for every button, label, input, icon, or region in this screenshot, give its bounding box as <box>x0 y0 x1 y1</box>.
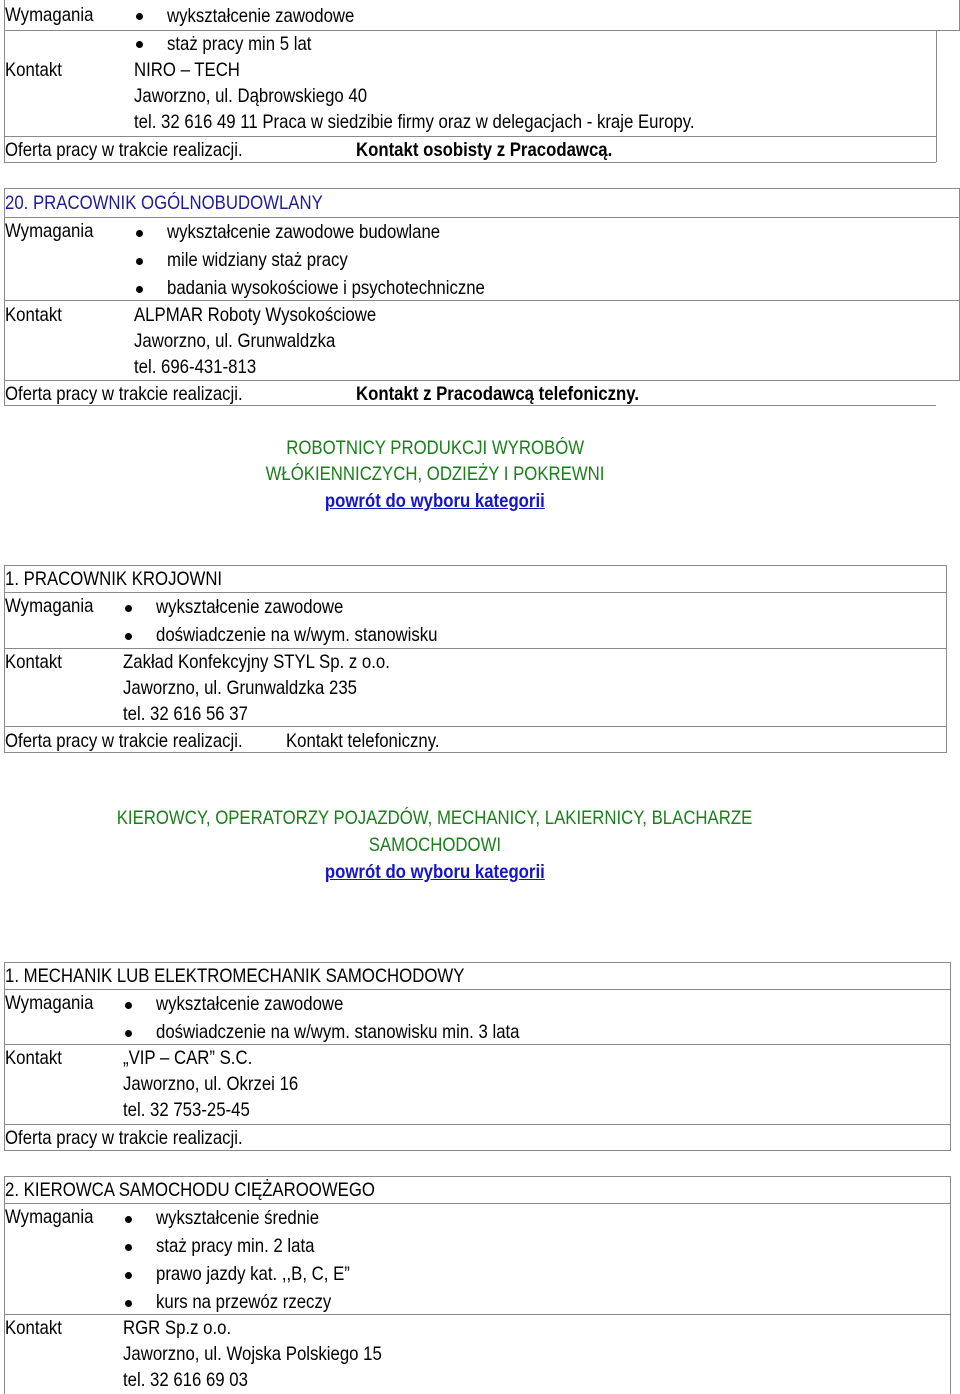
bullet-icon <box>136 258 143 265</box>
contact-line: tel. 32 753-25-45 <box>123 1099 250 1121</box>
table-border <box>4 962 951 963</box>
bullet-icon <box>136 230 143 237</box>
requirements-label: Wymagania <box>5 1206 94 1228</box>
bullet-icon <box>136 13 143 20</box>
contact-label: Kontakt <box>5 1047 62 1069</box>
row-divider <box>4 1124 951 1125</box>
table-border <box>4 565 947 566</box>
bullet-icon <box>125 1244 132 1251</box>
requirement-item: prawo jazdy kat. ,,B, C, E” <box>156 1263 350 1285</box>
contact-note: Kontakt z Pracodawcą telefoniczny. <box>356 383 639 405</box>
bullet-icon <box>125 605 132 612</box>
row-divider <box>4 30 960 31</box>
contact-line: Jaworzno, ul. Grunwaldzka <box>134 330 336 352</box>
requirement-item: staż pracy min 5 lat <box>167 33 312 55</box>
offer-title: 2. KIEROWCA SAMOCHODU CIĘŻAROOWEGO <box>5 1179 375 1201</box>
offer-status: Oferta pracy w trakcie realizacji. <box>5 383 243 405</box>
category-title-line: SAMOCHODOWI <box>368 834 502 856</box>
category-title-line: KIEROWCY, OPERATORZY POJAZDÓW, MECHANICY, LAKIERNICY, BLACHARZE <box>117 807 753 829</box>
row-divider <box>4 217 960 218</box>
requirement-item: doświadczenie na w/wym. stanowisku min. 3 lata <box>156 1021 520 1043</box>
table-border <box>4 188 960 189</box>
table-border <box>4 1176 951 1177</box>
contact-line: Zakład Konfekcyjny STYL Sp. z o.o. <box>123 651 390 673</box>
row-divider <box>4 592 947 593</box>
contact-line: Jaworzno, ul. Wojska Polskiego 15 <box>123 1343 382 1365</box>
requirement-item: mile widziany staż pracy <box>167 249 348 271</box>
contact-label: Kontakt <box>5 1317 62 1339</box>
contact-line: tel. 32 616 69 03 <box>123 1369 248 1391</box>
offer-title: 20. PRACOWNIK OGÓLNOBUDOWLANY <box>5 192 323 214</box>
bullet-icon <box>136 286 143 293</box>
requirement-item: staż pracy min. 2 lata <box>156 1235 315 1257</box>
row-divider <box>4 1150 951 1151</box>
offer-status: Oferta pracy w trakcie realizacji. <box>5 730 243 752</box>
requirement-item: wykształcenie średnie <box>156 1207 320 1229</box>
contact-note: Kontakt osobisty z Pracodawcą. <box>356 139 613 161</box>
requirement-item: wykształcenie zawodowe <box>167 5 355 27</box>
bullet-icon <box>125 1002 132 1009</box>
requirement-item: badania wysokościowe i psychotechniczne <box>167 277 485 299</box>
table-border <box>936 30 937 162</box>
category-title-line: ROBOTNICY PRODUKCJI WYROBÓW <box>286 437 584 459</box>
back-to-categories-link[interactable]: powrót do wyboru kategorii <box>325 861 545 883</box>
contact-line: ALPMAR Roboty Wysokościowe <box>134 304 377 326</box>
contact-line: „VIP – CAR” S.C. <box>123 1047 253 1069</box>
contact-label: Kontakt <box>5 651 62 673</box>
offer-status: Oferta pracy w trakcie realizacji. <box>5 1127 243 1149</box>
bullet-icon <box>125 1300 132 1307</box>
row-divider <box>4 136 936 137</box>
contact-line: NIRO – TECH <box>134 59 240 81</box>
table-border <box>950 1176 951 1394</box>
requirements-label: Wymagania <box>5 992 94 1014</box>
row-divider <box>4 1203 951 1204</box>
row-divider <box>4 300 960 301</box>
contact-note: Kontakt telefoniczny. <box>286 730 440 752</box>
requirement-item: doświadczenie na w/wym. stanowisku <box>156 624 438 646</box>
bullet-icon <box>125 1030 132 1037</box>
row-divider <box>4 648 947 649</box>
contact-line: Jaworzno, ul. Dąbrowskiego 40 <box>134 85 368 107</box>
requirements-label: Wymagania <box>5 220 94 242</box>
row-divider <box>4 162 936 163</box>
row-divider <box>4 1044 951 1045</box>
contact-label: Kontakt <box>5 304 62 326</box>
offer-title: 1. MECHANIK LUB ELEKTROMECHANIK SAMOCHODOWY <box>5 965 465 987</box>
requirement-item: wykształcenie zawodowe <box>156 993 344 1015</box>
requirements-label: Wymagania <box>5 4 94 26</box>
requirement-item: wykształcenie zawodowe budowlane <box>167 221 441 243</box>
contact-line: Jaworzno, ul. Okrzei 16 <box>123 1073 299 1095</box>
row-divider <box>4 989 951 990</box>
requirement-item: kurs na przewóz rzeczy <box>156 1291 332 1313</box>
back-to-categories-link[interactable]: powrót do wyboru kategorii <box>325 490 545 512</box>
contact-label: Kontakt <box>5 59 62 81</box>
contact-line: RGR Sp.z o.o. <box>123 1317 232 1339</box>
contact-line: tel. 32 616 56 37 <box>123 703 248 725</box>
contact-line: tel. 32 616 49 11 Praca w siedzibie firmy oraz w delegacjach - kraje Europy. <box>134 111 695 133</box>
row-divider <box>4 380 960 381</box>
bullet-icon <box>136 41 143 48</box>
bullet-icon <box>125 1216 132 1223</box>
table-border <box>946 565 947 752</box>
offer-status: Oferta pracy w trakcie realizacji. <box>5 139 243 161</box>
row-divider <box>4 726 947 727</box>
row-divider <box>4 1314 951 1315</box>
bullet-icon <box>125 1272 132 1279</box>
contact-line: tel. 696-431-813 <box>134 356 257 378</box>
offer-title: 1. PRACOWNIK KROJOWNI <box>5 568 223 590</box>
requirement-item: wykształcenie zawodowe <box>156 596 344 618</box>
table-border <box>950 962 951 1150</box>
category-title-line: WŁÓKIENNICZYCH, ODZIEŻY I POKREWNI <box>265 463 605 485</box>
bullet-icon <box>125 633 132 640</box>
contact-line: Jaworzno, ul. Grunwaldzka 235 <box>123 677 357 699</box>
requirements-label: Wymagania <box>5 595 94 617</box>
